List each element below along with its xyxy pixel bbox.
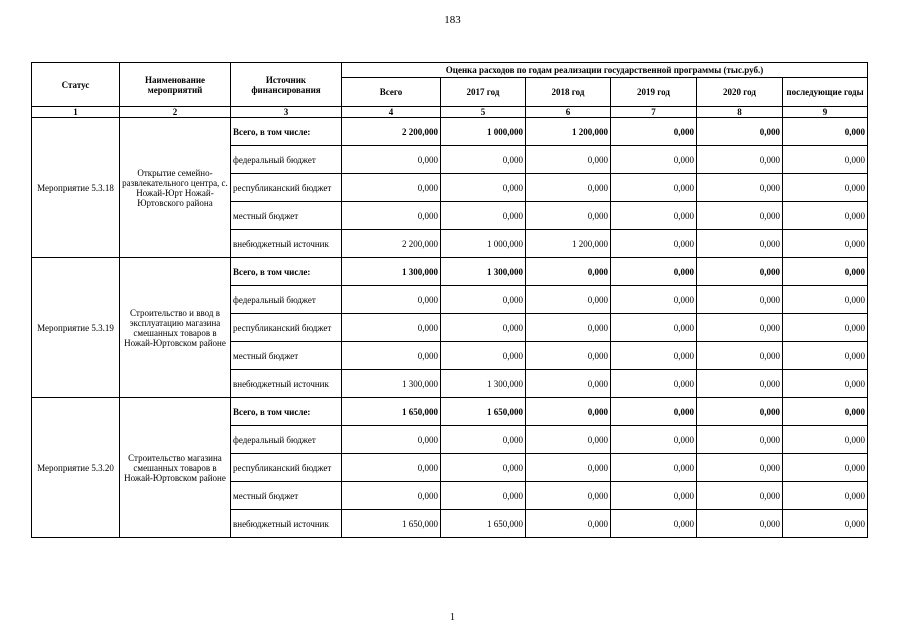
amount-cell: 0,000	[697, 202, 783, 230]
amount-cell: 0,000	[783, 286, 868, 314]
amount-cell: 0,000	[342, 482, 441, 510]
funding-source: внебюджетный источник	[231, 510, 342, 538]
funding-source: Всего, в том числе:	[231, 398, 342, 426]
amount-cell: 0,000	[611, 174, 697, 202]
amount-cell: 0,000	[697, 454, 783, 482]
amount-cell: 0,000	[441, 342, 526, 370]
amount-cell: 0,000	[611, 454, 697, 482]
amount-cell: 0,000	[697, 174, 783, 202]
amount-cell: 0,000	[526, 370, 611, 398]
amount-cell: 0,000	[441, 482, 526, 510]
page-number: 183	[444, 14, 461, 26]
column-number: 6	[526, 107, 611, 118]
amount-cell: 0,000	[526, 146, 611, 174]
amount-cell: 0,000	[342, 286, 441, 314]
amount-cell: 0,000	[697, 342, 783, 370]
event-name: Открытие семейно-развлекательного центра, с. Ножай-Юрт Ножай-Юртовского района	[120, 118, 231, 258]
amount-cell: 0,000	[611, 202, 697, 230]
amount-cell: 1 200,000	[526, 118, 611, 146]
header-status: Статус	[32, 63, 120, 107]
amount-cell: 0,000	[783, 454, 868, 482]
footer-mark: 1	[450, 612, 455, 623]
amount-cell: 0,000	[783, 426, 868, 454]
header-2020: 2020 год	[697, 78, 783, 107]
amount-cell: 0,000	[783, 202, 868, 230]
amount-cell: 0,000	[697, 482, 783, 510]
funding-source: Всего, в том числе:	[231, 118, 342, 146]
amount-cell: 0,000	[441, 146, 526, 174]
amount-cell: 0,000	[342, 202, 441, 230]
amount-cell: 0,000	[783, 230, 868, 258]
amount-cell: 1 650,000	[441, 398, 526, 426]
amount-cell: 0,000	[526, 286, 611, 314]
amount-cell: 2 200,000	[342, 230, 441, 258]
amount-cell: 0,000	[342, 146, 441, 174]
header-source: Источник финансирования	[231, 63, 342, 107]
funding-source: федеральный бюджет	[231, 426, 342, 454]
amount-cell: 0,000	[611, 398, 697, 426]
funding-source: внебюджетный источник	[231, 230, 342, 258]
amount-cell: 0,000	[611, 370, 697, 398]
header-estimate: Оценка расходов по годам реализации государственной программы (тыс.руб.)	[342, 63, 868, 78]
amount-cell: 1 650,000	[342, 510, 441, 538]
amount-cell: 0,000	[611, 482, 697, 510]
amount-cell: 0,000	[342, 314, 441, 342]
header-later: последующие годы	[783, 78, 868, 107]
amount-cell: 0,000	[526, 174, 611, 202]
amount-cell: 0,000	[526, 202, 611, 230]
amount-cell: 0,000	[697, 286, 783, 314]
event-status: Мероприятие 5.3.19	[32, 258, 120, 398]
amount-cell: 0,000	[441, 314, 526, 342]
amount-cell: 0,000	[342, 174, 441, 202]
funding-source: федеральный бюджет	[231, 146, 342, 174]
amount-cell: 0,000	[611, 146, 697, 174]
amount-cell: 0,000	[441, 454, 526, 482]
table-header	[32, 63, 868, 118]
amount-cell: 0,000	[697, 426, 783, 454]
amount-cell: 0,000	[611, 426, 697, 454]
amount-cell: 0,000	[697, 398, 783, 426]
funding-source: республиканский бюджет	[231, 454, 342, 482]
amount-cell: 0,000	[783, 146, 868, 174]
amount-cell: 0,000	[441, 174, 526, 202]
amount-cell: 1 000,000	[441, 230, 526, 258]
amount-cell: 0,000	[342, 454, 441, 482]
amount-cell: 0,000	[611, 118, 697, 146]
amount-cell: 0,000	[783, 314, 868, 342]
header-2017: 2017 год	[441, 78, 526, 107]
amount-cell: 1 300,000	[441, 258, 526, 286]
event-name: Строительство и ввод в эксплуатацию магазина смешанных товаров в Ножай-Юртовском районе	[120, 258, 231, 398]
amount-cell: 0,000	[697, 118, 783, 146]
funding-source: местный бюджет	[231, 202, 342, 230]
amount-cell: 0,000	[342, 426, 441, 454]
amount-cell: 0,000	[697, 258, 783, 286]
event-name: Строительство магазина смешанных товаров в Ножай-Юртовском районе	[120, 398, 231, 538]
amount-cell: 1 300,000	[441, 370, 526, 398]
amount-cell: 0,000	[441, 426, 526, 454]
amount-cell: 0,000	[783, 342, 868, 370]
budget-table	[31, 62, 868, 538]
amount-cell: 0,000	[783, 510, 868, 538]
table-row	[32, 118, 868, 146]
column-number: 7	[611, 107, 697, 118]
header-2018: 2018 год	[526, 78, 611, 107]
column-number: 8	[697, 107, 783, 118]
amount-cell: 0,000	[783, 174, 868, 202]
amount-cell: 1 650,000	[441, 510, 526, 538]
header-total: Всего	[342, 78, 441, 107]
amount-cell: 0,000	[697, 370, 783, 398]
header-name: Наименование мероприятий	[120, 63, 231, 107]
amount-cell: 0,000	[611, 258, 697, 286]
amount-cell: 1 300,000	[342, 370, 441, 398]
funding-source: местный бюджет	[231, 342, 342, 370]
funding-source: Всего, в том числе:	[231, 258, 342, 286]
amount-cell: 0,000	[611, 286, 697, 314]
amount-cell: 0,000	[526, 342, 611, 370]
amount-cell: 0,000	[526, 258, 611, 286]
amount-cell: 0,000	[697, 314, 783, 342]
amount-cell: 0,000	[611, 342, 697, 370]
amount-cell: 0,000	[441, 286, 526, 314]
column-number: 1	[32, 107, 120, 118]
amount-cell: 1 300,000	[342, 258, 441, 286]
amount-cell: 0,000	[526, 482, 611, 510]
amount-cell: 0,000	[526, 510, 611, 538]
column-numbers-row	[32, 107, 868, 118]
amount-cell: 0,000	[697, 510, 783, 538]
amount-cell: 0,000	[526, 426, 611, 454]
event-status: Мероприятие 5.3.20	[32, 398, 120, 538]
table-body	[32, 118, 868, 538]
amount-cell: 0,000	[611, 510, 697, 538]
table-row	[32, 398, 868, 426]
amount-cell: 1 650,000	[342, 398, 441, 426]
event-status: Мероприятие 5.3.18	[32, 118, 120, 258]
amount-cell: 0,000	[611, 230, 697, 258]
amount-cell: 0,000	[783, 370, 868, 398]
amount-cell: 0,000	[697, 230, 783, 258]
amount-cell: 0,000	[526, 454, 611, 482]
table-row	[32, 258, 868, 286]
column-number: 9	[783, 107, 868, 118]
amount-cell: 0,000	[783, 482, 868, 510]
funding-source: внебюджетный источник	[231, 370, 342, 398]
amount-cell: 0,000	[526, 398, 611, 426]
amount-cell: 0,000	[342, 342, 441, 370]
column-number: 3	[231, 107, 342, 118]
column-number: 4	[342, 107, 441, 118]
amount-cell: 0,000	[783, 118, 868, 146]
funding-source: местный бюджет	[231, 482, 342, 510]
header-2019: 2019 год	[611, 78, 697, 107]
amount-cell: 1 200,000	[526, 230, 611, 258]
column-number: 2	[120, 107, 231, 118]
amount-cell: 0,000	[526, 314, 611, 342]
column-number: 5	[441, 107, 526, 118]
funding-source: республиканский бюджет	[231, 314, 342, 342]
funding-source: республиканский бюджет	[231, 174, 342, 202]
funding-source: федеральный бюджет	[231, 286, 342, 314]
amount-cell: 0,000	[783, 398, 868, 426]
amount-cell: 2 200,000	[342, 118, 441, 146]
amount-cell: 1 000,000	[441, 118, 526, 146]
amount-cell: 0,000	[611, 314, 697, 342]
amount-cell: 0,000	[697, 146, 783, 174]
amount-cell: 0,000	[441, 202, 526, 230]
amount-cell: 0,000	[783, 258, 868, 286]
